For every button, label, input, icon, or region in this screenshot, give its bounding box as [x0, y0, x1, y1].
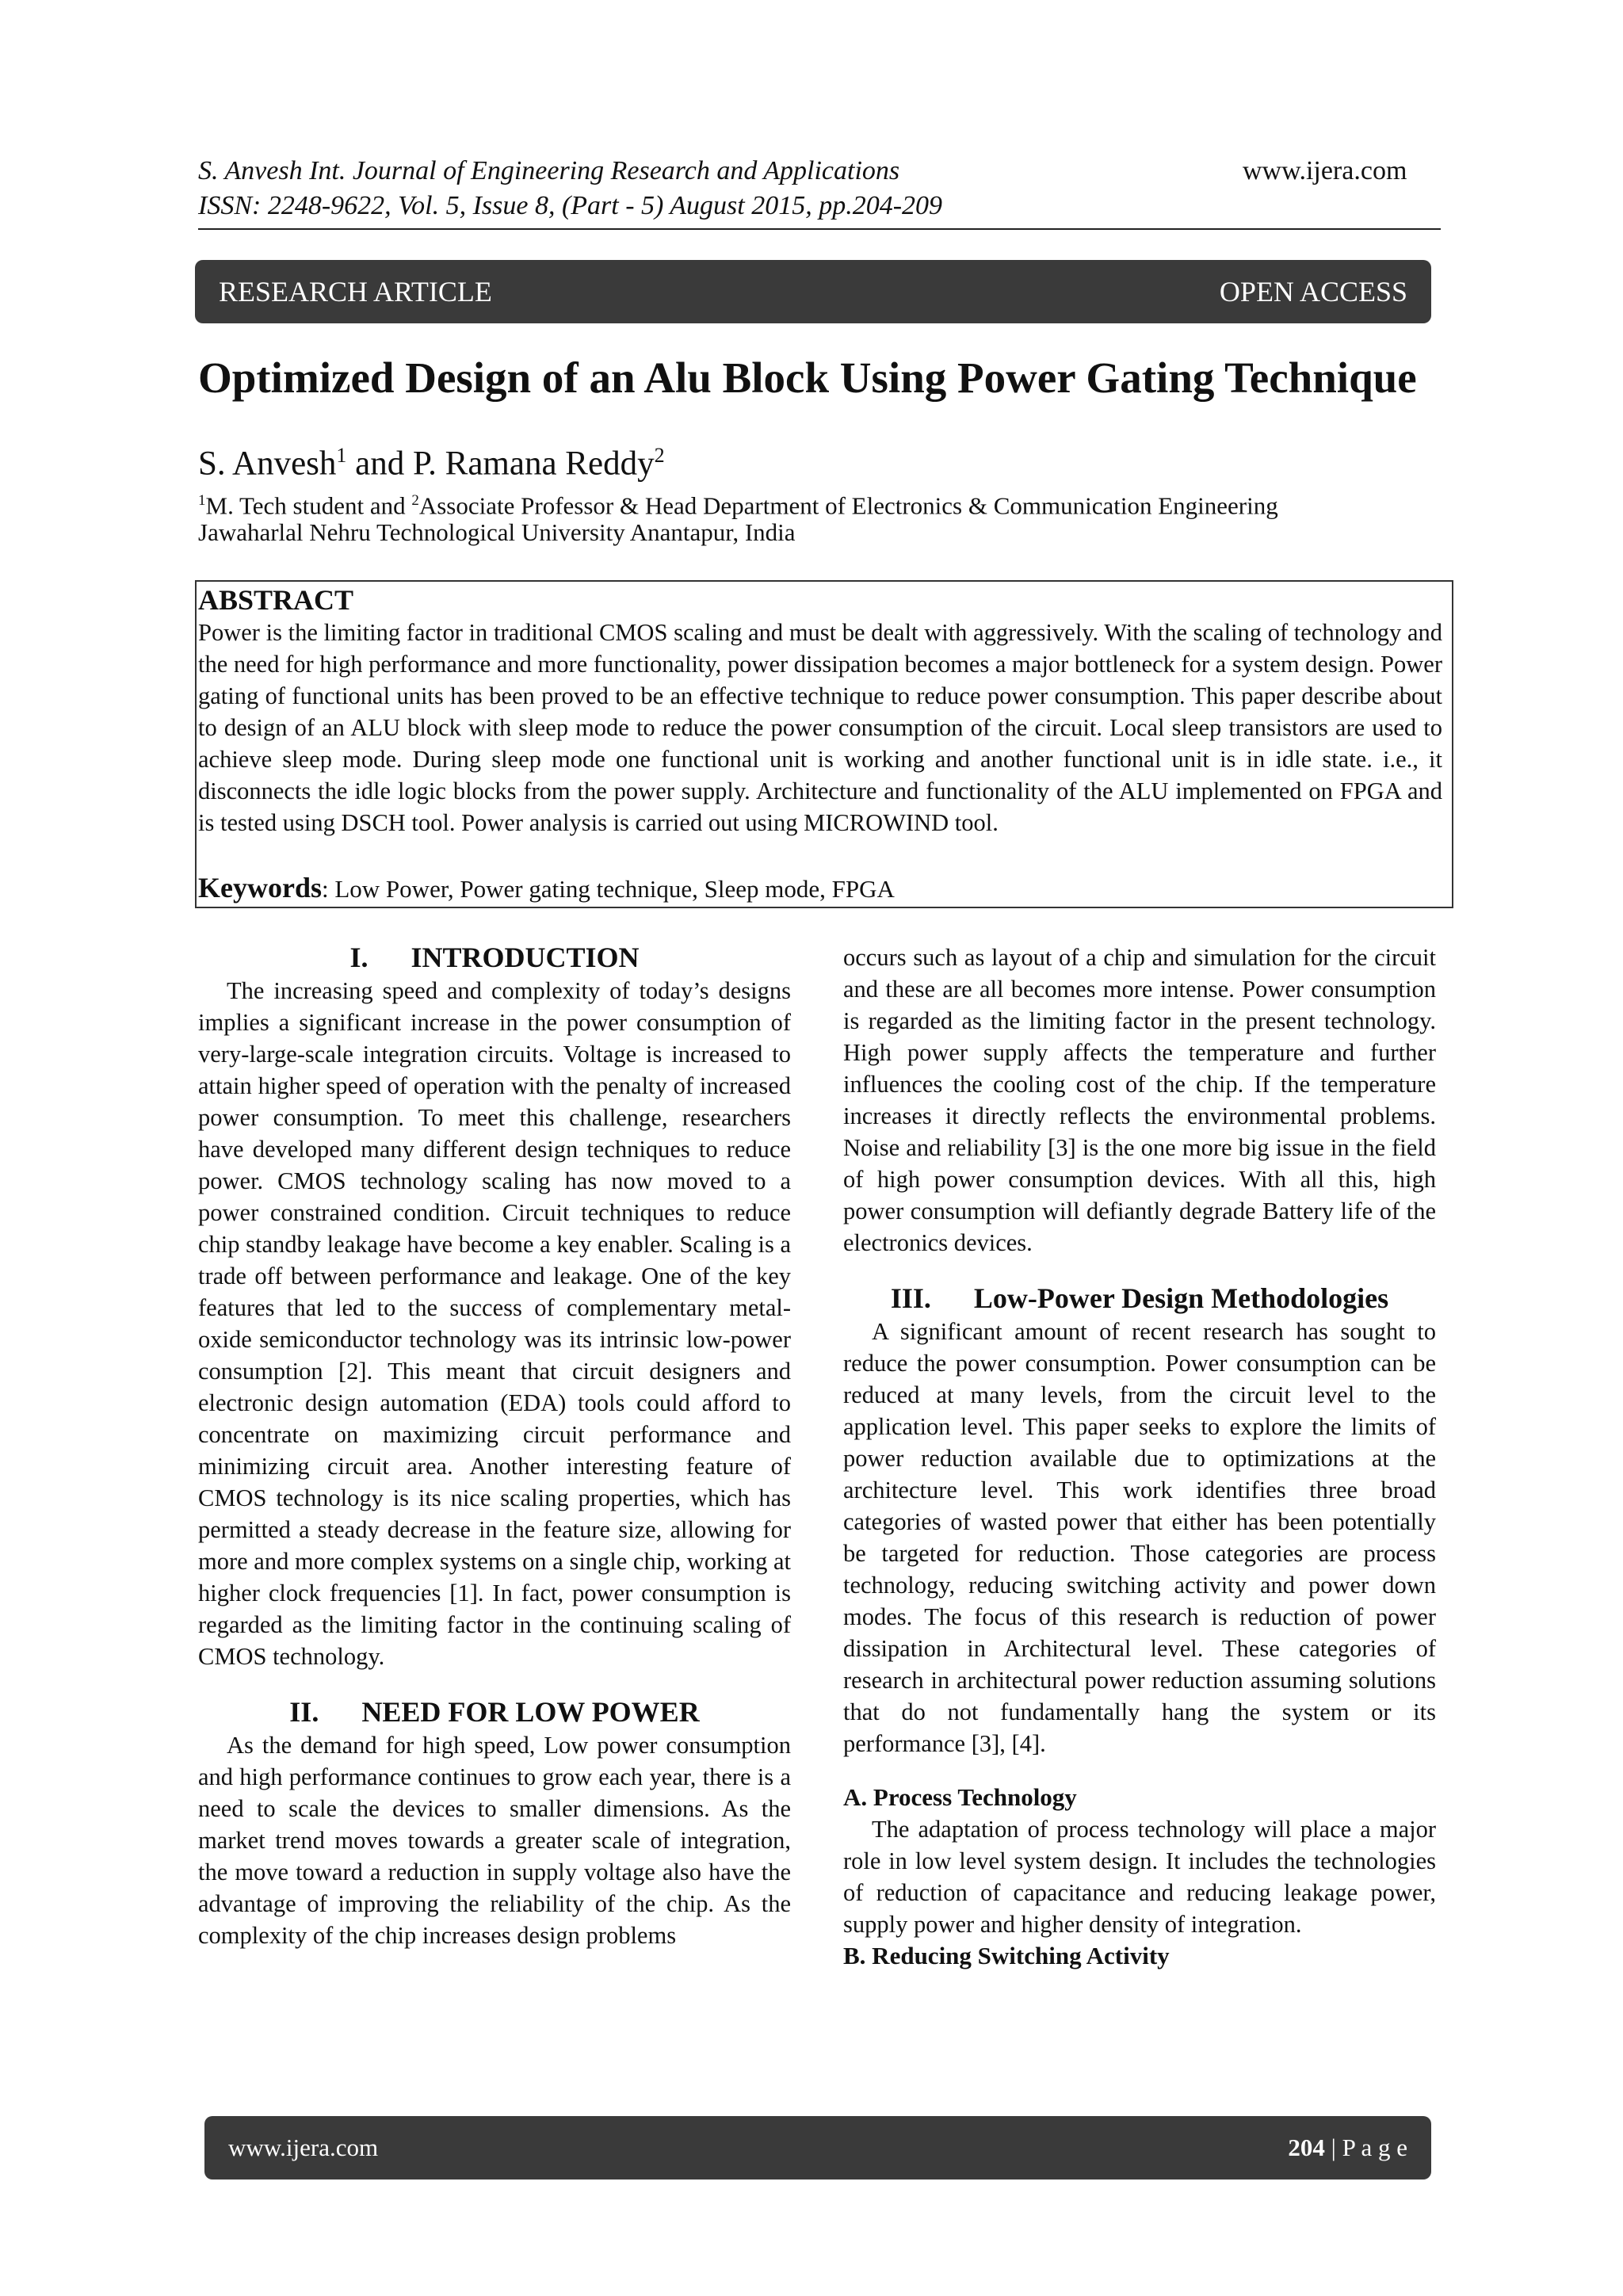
section-1-paragraph: The increasing speed and complexity of today’s designs implies a significant increase in the power consumption of very-large-scale integration circuits. Voltage is increased to attain higher speed of operation with the penalty of increased power consumption. To meet this challenge, researchers have developed many different design techniques to reduce power. CMOS technology scaling has now moved to a power constrained condition. Circuit techniques to reduce chip standby leakage have become a key enabler. Scaling is a trade off between performance and leakage. One of the key features that led to the success of complementary metal-oxide semiconductor technology was its intrinsic low-power consumption [2]. This meant that circuit designers and electronic design automation (EDA) tools could afford to concentrate on maximizing circuit performance and minimizing circuit area. Another interesting feature of CMOS technology is its nice scaling properties, which has permitted a steady decrease in the feature size, allowing for more and more complex systems on a single chip, working at higher clock frequencies [1]. In fact, power consumption is regarded as the limiting factor in the continuing scaling of CMOS technology.: [198, 977, 791, 1670]
paper-title: Optimized Design of an Alu Block Using Power Gating Technique: [198, 353, 1417, 402]
affil-part-1: M. Tech student and: [205, 491, 412, 520]
section-3-paragraph: A significant amount of recent research has sought to reduce the power consumption. Power consumption can be reduced at many levels, from the circuit level to the application level. This paper seeks to explore the limits of power reduction available due to optimizations at the architecture level. This work identifies three broad categories of wasted power that either has been potentially be targeted for reduction. Those categories are process technology, reducing switching activity and power down modes. The focus of this research is reduction of power dissipation in Architectural level. These categories of research in architectural power reduction assuming solutions that do not fundamentally hang the system or its performance [3], [4].: [843, 1318, 1436, 1757]
article-banner: [195, 260, 1431, 323]
author-2: P. Ramana Reddy: [413, 445, 655, 483]
page-number-value: 204: [1288, 2134, 1325, 2161]
keywords-label: Keywords: [198, 872, 322, 904]
subsection-a-paragraph: The adaptation of process technology will place a major role in low level system design. It includes the technologies of reduction of capacitance and reducing leakage power, supply power and higher density of integration.: [843, 1816, 1436, 1938]
right-column: [843, 942, 1436, 1972]
abstract-text: Power is the limiting factor in traditional CMOS scaling and must be dealt with aggressively. With the scaling of technology and the need for high performance and more functionality, power dissipation becomes a major bottleneck for a system design. Power gating of functional units has been proved to be an effective technique to reduce power consumption. This paper describe about to design of an ALU block with sleep mode to reduce the power consumption of the circuit. Local sleep transistors are used to achieve sleep mode. During sleep mode one functional unit is working and another functional unit is in idle state. i.e., it disconnects the idle logic blocks from the power supply. Architecture and functionality of the ALU implemented on FPGA and is tested using DSCH tool. Power analysis is carried out using MICROWIND tool.: [198, 619, 1442, 836]
footer-website[interactable]: www.ijera.com: [228, 2134, 379, 2161]
section-3-heading: III. Low-Power Design Methodologies: [890, 1282, 1389, 1314]
authors: [198, 436, 665, 483]
page-number: [1288, 2134, 1407, 2162]
abstract-heading: ABSTRACT: [198, 584, 354, 616]
page-footer: [204, 2116, 1431, 2179]
section-2-heading: II. NEED FOR LOW POWER: [289, 1696, 700, 1728]
page-label: | P a g e: [1324, 2134, 1407, 2161]
article-type: RESEARCH ARTICLE: [219, 276, 492, 308]
affiliation-line-2: Jawaharlal Nehru Technological University Anantapur, India: [198, 518, 796, 546]
author-joiner: and: [346, 445, 414, 483]
keywords-list: : Low Power, Power gating technique, Sleep mode, FPGA: [322, 875, 895, 903]
affil-part-2: Associate Professor & Head Department of Electronics & Communication Engineering: [418, 491, 1278, 520]
author-1: S. Anvesh: [198, 445, 337, 483]
keywords: [198, 872, 895, 905]
affil-sup-2: 2: [411, 492, 419, 509]
journal-name: S. Anvesh Int. Journal of Engineering Research and Applications: [198, 156, 900, 185]
left-column: [198, 940, 791, 1951]
author-2-sup: 2: [654, 444, 665, 467]
journal-issn: ISSN: 2248-9622, Vol. 5, Issue 8, (Part - 5) August 2015, pp.204-209: [198, 191, 943, 220]
journal-website[interactable]: www.ijera.com: [1243, 156, 1407, 185]
continued-paragraph: occurs such as layout of a chip and simulation for the circuit and these are all becomes more intense. Power consumption is regarded as the limiting factor in the present technology. High power supply affects the temperature and further influences the cooling cost of the chip. If the temperature increases it directly reflects the environmental problems. Noise and reliability [3] is the one more big issue in the field of high power consumption devices. With all this, high power consumption will defiantly degrade Battery life of the electronics devices.: [843, 944, 1436, 1256]
subsection-b-heading: B. Reducing Switching Activity: [843, 1942, 1170, 1969]
subsection-a-heading: A. Process Technology: [843, 1783, 1077, 1811]
section-1-heading: I. INTRODUCTION: [349, 942, 640, 973]
access-type: OPEN ACCESS: [1219, 276, 1407, 308]
author-1-sup: 1: [336, 444, 347, 467]
header-divider: [198, 228, 1441, 230]
section-2-paragraph: As the demand for high speed, Low power consumption and high performance continues to grow each year, there is a need to scale the devices to smaller dimensions. As the market trend moves towards a greater scale of integration, the move toward a reduction in supply voltage also have the advantage of improving the reliability of the chip. As the complexity of the chip increases design problems: [198, 1732, 791, 1949]
affil-sup-1: 1: [198, 492, 206, 509]
